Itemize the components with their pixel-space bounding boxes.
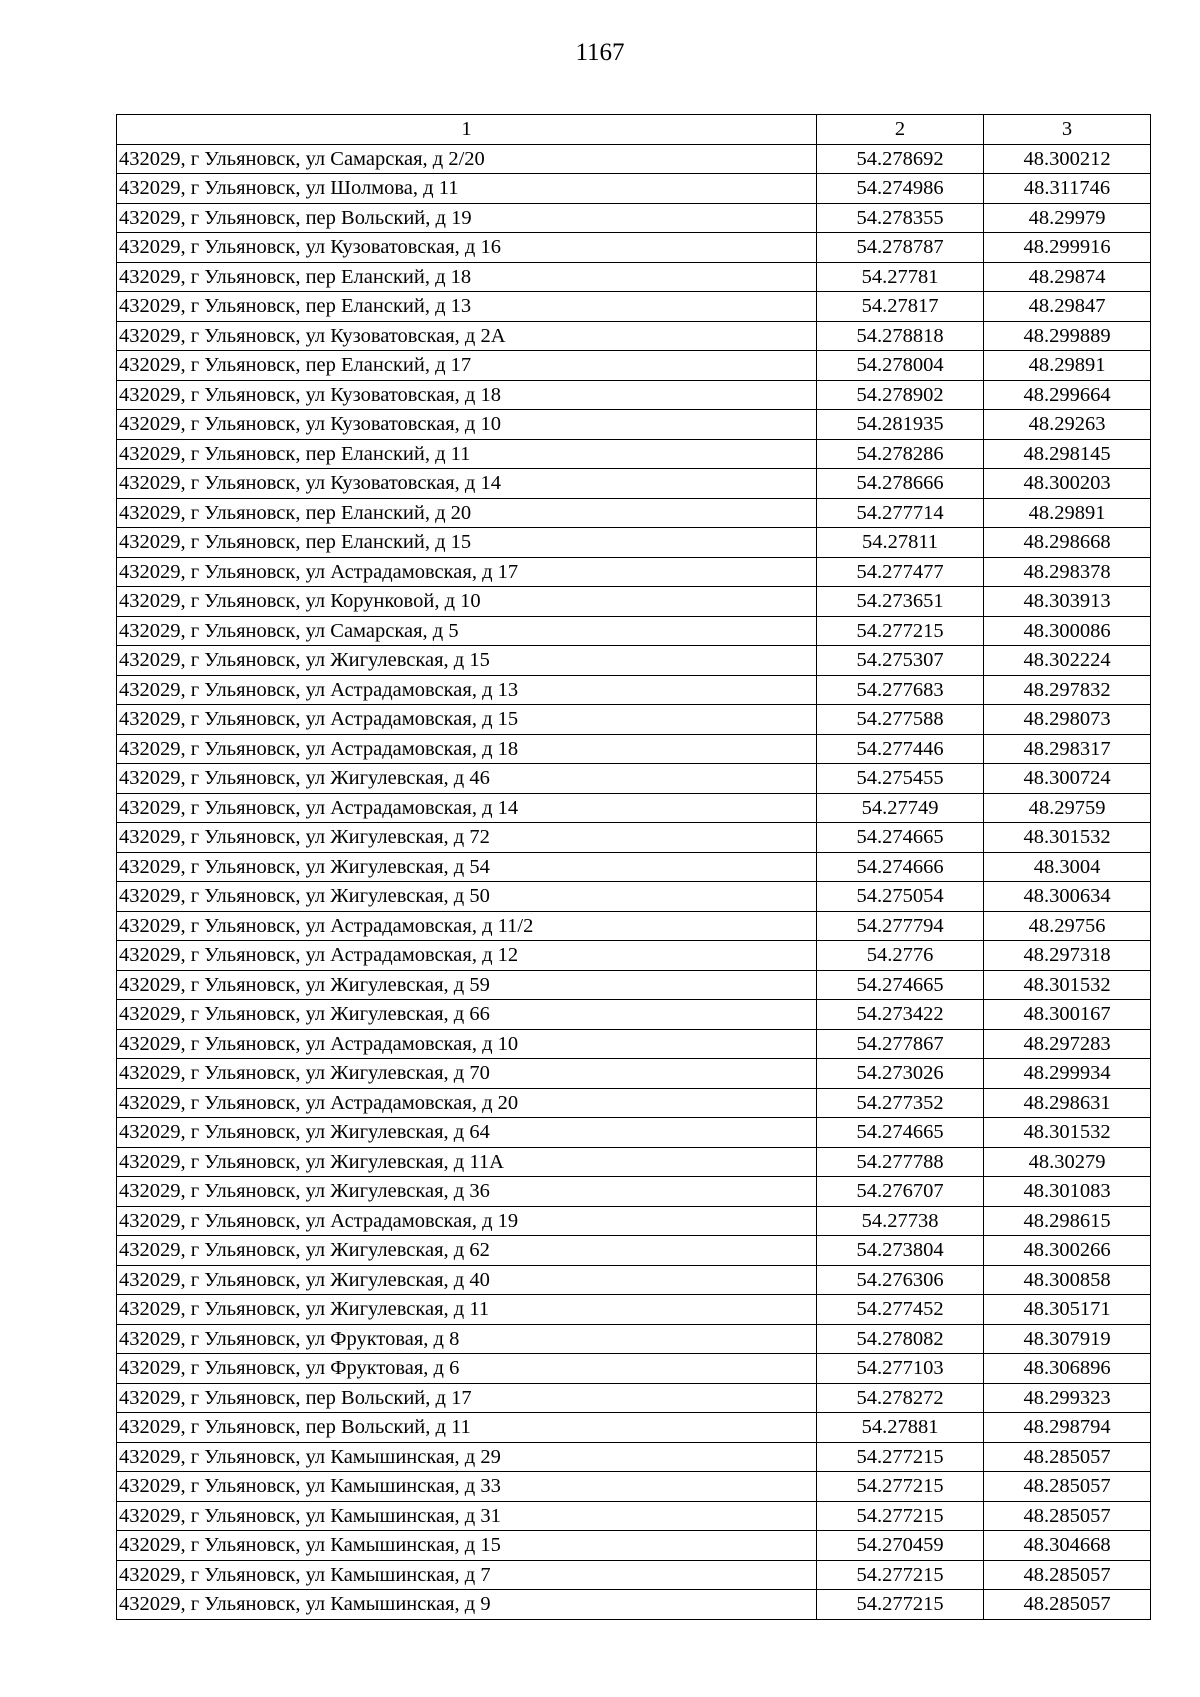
latitude-cell: 54.27881 <box>817 1413 984 1443</box>
latitude-cell: 54.277714 <box>817 498 984 528</box>
longitude-cell: 48.301532 <box>984 1118 1151 1148</box>
latitude-cell: 54.278787 <box>817 233 984 263</box>
longitude-cell: 48.300086 <box>984 616 1151 646</box>
latitude-cell: 54.278272 <box>817 1383 984 1413</box>
latitude-cell: 54.277215 <box>817 1472 984 1502</box>
address-cell: 432029, г Ульяновск, ул Жигулевская, д 66 <box>117 1000 817 1030</box>
table-row <box>117 233 1151 263</box>
table-row <box>117 882 1151 912</box>
table-row <box>117 1354 1151 1384</box>
longitude-cell: 48.307919 <box>984 1324 1151 1354</box>
longitude-cell: 48.305171 <box>984 1295 1151 1325</box>
longitude-cell: 48.301532 <box>984 970 1151 1000</box>
table-row <box>117 587 1151 617</box>
longitude-cell: 48.303913 <box>984 587 1151 617</box>
longitude-cell: 48.30279 <box>984 1147 1151 1177</box>
page-number: 1167 <box>575 39 625 66</box>
address-cell: 432029, г Ульяновск, пер Вольский, д 19 <box>117 203 817 233</box>
longitude-cell: 48.285057 <box>984 1560 1151 1590</box>
table-row <box>117 1295 1151 1325</box>
address-cell: 432029, г Ульяновск, пер Еланский, д 18 <box>117 262 817 292</box>
latitude-cell: 54.277794 <box>817 911 984 941</box>
address-cell: 432029, г Ульяновск, ул Астрадамовская, д 10 <box>117 1029 817 1059</box>
column-header-address: 1 <box>117 115 817 145</box>
latitude-cell: 54.277683 <box>817 675 984 705</box>
longitude-cell: 48.300167 <box>984 1000 1151 1030</box>
address-cell: 432029, г Ульяновск, ул Камышинская, д 7 <box>117 1560 817 1590</box>
longitude-cell: 48.299934 <box>984 1059 1151 1089</box>
latitude-cell: 54.2776 <box>817 941 984 971</box>
address-cell: 432029, г Ульяновск, ул Астрадамовская, д 11/2 <box>117 911 817 941</box>
address-cell: 432029, г Ульяновск, ул Жигулевская, д 70 <box>117 1059 817 1089</box>
address-coordinates-table <box>116 114 1151 1620</box>
longitude-cell: 48.29847 <box>984 292 1151 322</box>
latitude-cell: 54.27817 <box>817 292 984 322</box>
longitude-cell: 48.300266 <box>984 1236 1151 1266</box>
longitude-cell: 48.302224 <box>984 646 1151 676</box>
latitude-cell: 54.274986 <box>817 174 984 204</box>
table-row <box>117 1265 1151 1295</box>
table-row <box>117 262 1151 292</box>
latitude-cell: 54.277446 <box>817 734 984 764</box>
column-header-longitude: 3 <box>984 115 1151 145</box>
address-cell: 432029, г Ульяновск, ул Астрадамовская, д 19 <box>117 1206 817 1236</box>
longitude-cell: 48.297832 <box>984 675 1151 705</box>
table-row <box>117 203 1151 233</box>
address-cell: 432029, г Ульяновск, ул Жигулевская, д 11 <box>117 1295 817 1325</box>
column-header-latitude: 2 <box>817 115 984 145</box>
table-row <box>117 1413 1151 1443</box>
table-row <box>117 1560 1151 1590</box>
address-cell: 432029, г Ульяновск, ул Жигулевская, д 46 <box>117 764 817 794</box>
longitude-cell: 48.285057 <box>984 1590 1151 1620</box>
address-cell: 432029, г Ульяновск, ул Камышинская, д 29 <box>117 1442 817 1472</box>
address-cell: 432029, г Ульяновск, пер Еланский, д 17 <box>117 351 817 381</box>
address-cell: 432029, г Ульяновск, пер Еланский, д 20 <box>117 498 817 528</box>
address-cell: 432029, г Ульяновск, ул Кузоватовская, д 16 <box>117 233 817 263</box>
latitude-cell: 54.277588 <box>817 705 984 735</box>
address-cell: 432029, г Ульяновск, ул Шолмова, д 11 <box>117 174 817 204</box>
latitude-cell: 54.278004 <box>817 351 984 381</box>
latitude-cell: 54.275307 <box>817 646 984 676</box>
address-cell: 432029, г Ульяновск, ул Жигулевская, д 11А <box>117 1147 817 1177</box>
latitude-cell: 54.278902 <box>817 380 984 410</box>
latitude-cell: 54.278666 <box>817 469 984 499</box>
longitude-cell: 48.301532 <box>984 823 1151 853</box>
table-row <box>117 911 1151 941</box>
latitude-cell: 54.277103 <box>817 1354 984 1384</box>
address-cell: 432029, г Ульяновск, ул Жигулевская, д 62 <box>117 1236 817 1266</box>
table-row <box>117 734 1151 764</box>
address-cell: 432029, г Ульяновск, ул Жигулевская, д 59 <box>117 970 817 1000</box>
longitude-cell: 48.3004 <box>984 852 1151 882</box>
longitude-cell: 48.29759 <box>984 793 1151 823</box>
latitude-cell: 54.276707 <box>817 1177 984 1207</box>
longitude-cell: 48.298794 <box>984 1413 1151 1443</box>
latitude-cell: 54.273422 <box>817 1000 984 1030</box>
address-cell: 432029, г Ульяновск, ул Кузоватовская, д 2А <box>117 321 817 351</box>
address-cell: 432029, г Ульяновск, ул Жигулевская, д 36 <box>117 1177 817 1207</box>
address-cell: 432029, г Ульяновск, ул Астрадамовская, д 18 <box>117 734 817 764</box>
longitude-cell: 48.29891 <box>984 351 1151 381</box>
address-cell: 432029, г Ульяновск, ул Камышинская, д 9 <box>117 1590 817 1620</box>
longitude-cell: 48.298378 <box>984 557 1151 587</box>
address-cell: 432029, г Ульяновск, ул Жигулевская, д 50 <box>117 882 817 912</box>
address-cell: 432029, г Ульяновск, ул Кузоватовская, д 18 <box>117 380 817 410</box>
latitude-cell: 54.278355 <box>817 203 984 233</box>
table-row <box>117 1501 1151 1531</box>
latitude-cell: 54.273026 <box>817 1059 984 1089</box>
address-cell: 432029, г Ульяновск, ул Самарская, д 2/20 <box>117 144 817 174</box>
latitude-cell: 54.278692 <box>817 144 984 174</box>
latitude-cell: 54.27781 <box>817 262 984 292</box>
address-cell: 432029, г Ульяновск, ул Астрадамовская, д 14 <box>117 793 817 823</box>
address-cell: 432029, г Ульяновск, ул Камышинская, д 15 <box>117 1531 817 1561</box>
address-cell: 432029, г Ульяновск, ул Жигулевская, д 64 <box>117 1118 817 1148</box>
table-row <box>117 793 1151 823</box>
table-row <box>117 1442 1151 1472</box>
table-row <box>117 144 1151 174</box>
latitude-cell: 54.277477 <box>817 557 984 587</box>
table-row <box>117 1118 1151 1148</box>
table-row <box>117 1383 1151 1413</box>
longitude-cell: 48.298073 <box>984 705 1151 735</box>
longitude-cell: 48.29874 <box>984 262 1151 292</box>
latitude-cell: 54.277215 <box>817 1501 984 1531</box>
address-cell: 432029, г Ульяновск, ул Камышинская, д 31 <box>117 1501 817 1531</box>
latitude-cell: 54.27749 <box>817 793 984 823</box>
address-cell: 432029, г Ульяновск, ул Жигулевская, д 54 <box>117 852 817 882</box>
longitude-cell: 48.298615 <box>984 1206 1151 1236</box>
table-row <box>117 1472 1151 1502</box>
latitude-cell: 54.273804 <box>817 1236 984 1266</box>
table-row <box>117 1590 1151 1620</box>
address-cell: 432029, г Ульяновск, пер Вольский, д 11 <box>117 1413 817 1443</box>
longitude-cell: 48.298145 <box>984 439 1151 469</box>
longitude-cell: 48.300858 <box>984 1265 1151 1295</box>
table-row <box>117 351 1151 381</box>
table-row <box>117 469 1151 499</box>
table-row <box>117 764 1151 794</box>
longitude-cell: 48.299323 <box>984 1383 1151 1413</box>
latitude-cell: 54.278082 <box>817 1324 984 1354</box>
address-cell: 432029, г Ульяновск, ул Самарская, д 5 <box>117 616 817 646</box>
table-row <box>117 1147 1151 1177</box>
table-row <box>117 498 1151 528</box>
table-row <box>117 528 1151 558</box>
longitude-cell: 48.285057 <box>984 1501 1151 1531</box>
address-cell: 432029, г Ульяновск, пер Вольский, д 17 <box>117 1383 817 1413</box>
table-row <box>117 557 1151 587</box>
address-cell: 432029, г Ульяновск, ул Корунковой, д 10 <box>117 587 817 617</box>
latitude-cell: 54.274666 <box>817 852 984 882</box>
table-row <box>117 1324 1151 1354</box>
table-row <box>117 174 1151 204</box>
table-row <box>117 616 1151 646</box>
latitude-cell: 54.277215 <box>817 1560 984 1590</box>
header-row <box>117 115 1151 145</box>
latitude-cell: 54.273651 <box>817 587 984 617</box>
table-row <box>117 646 1151 676</box>
address-cell: 432029, г Ульяновск, ул Фруктовая, д 6 <box>117 1354 817 1384</box>
table-row <box>117 852 1151 882</box>
longitude-cell: 48.299889 <box>984 321 1151 351</box>
table-row <box>117 823 1151 853</box>
longitude-cell: 48.285057 <box>984 1442 1151 1472</box>
address-cell: 432029, г Ульяновск, ул Камышинская, д 33 <box>117 1472 817 1502</box>
address-cell: 432029, г Ульяновск, пер Еланский, д 13 <box>117 292 817 322</box>
longitude-cell: 48.299916 <box>984 233 1151 263</box>
table-row <box>117 1029 1151 1059</box>
table-row <box>117 941 1151 971</box>
table-row <box>117 1531 1151 1561</box>
latitude-cell: 54.277215 <box>817 1590 984 1620</box>
table-row <box>117 1236 1151 1266</box>
table-row <box>117 1059 1151 1089</box>
table-row <box>117 439 1151 469</box>
longitude-cell: 48.311746 <box>984 174 1151 204</box>
longitude-cell: 48.297283 <box>984 1029 1151 1059</box>
address-cell: 432029, г Ульяновск, ул Жигулевская, д 15 <box>117 646 817 676</box>
address-cell: 432029, г Ульяновск, ул Жигулевская, д 72 <box>117 823 817 853</box>
latitude-cell: 54.278818 <box>817 321 984 351</box>
longitude-cell: 48.298668 <box>984 528 1151 558</box>
longitude-cell: 48.29756 <box>984 911 1151 941</box>
longitude-cell: 48.298631 <box>984 1088 1151 1118</box>
longitude-cell: 48.304668 <box>984 1531 1151 1561</box>
latitude-cell: 54.277215 <box>817 1442 984 1472</box>
longitude-cell: 48.29891 <box>984 498 1151 528</box>
longitude-cell: 48.285057 <box>984 1472 1151 1502</box>
longitude-cell: 48.300634 <box>984 882 1151 912</box>
table-body <box>117 144 1151 1619</box>
address-cell: 432029, г Ульяновск, ул Кузоватовская, д 10 <box>117 410 817 440</box>
longitude-cell: 48.297318 <box>984 941 1151 971</box>
address-cell: 432029, г Ульяновск, ул Фруктовая, д 8 <box>117 1324 817 1354</box>
table-row <box>117 321 1151 351</box>
table-row <box>117 380 1151 410</box>
latitude-cell: 54.277867 <box>817 1029 984 1059</box>
table-row <box>117 675 1151 705</box>
latitude-cell: 54.277452 <box>817 1295 984 1325</box>
longitude-cell: 48.299664 <box>984 380 1151 410</box>
address-cell: 432029, г Ульяновск, ул Жигулевская, д 40 <box>117 1265 817 1295</box>
latitude-cell: 54.275455 <box>817 764 984 794</box>
longitude-cell: 48.29979 <box>984 203 1151 233</box>
latitude-cell: 54.27738 <box>817 1206 984 1236</box>
table-row <box>117 410 1151 440</box>
address-cell: 432029, г Ульяновск, ул Астрадамовская, д 17 <box>117 557 817 587</box>
longitude-cell: 48.298317 <box>984 734 1151 764</box>
longitude-cell: 48.300724 <box>984 764 1151 794</box>
table-row <box>117 1088 1151 1118</box>
latitude-cell: 54.278286 <box>817 439 984 469</box>
address-cell: 432029, г Ульяновск, пер Еланский, д 11 <box>117 439 817 469</box>
table-row <box>117 970 1151 1000</box>
longitude-cell: 48.306896 <box>984 1354 1151 1384</box>
latitude-cell: 54.277215 <box>817 616 984 646</box>
table-row <box>117 1206 1151 1236</box>
longitude-cell: 48.300212 <box>984 144 1151 174</box>
latitude-cell: 54.276306 <box>817 1265 984 1295</box>
latitude-cell: 54.270459 <box>817 1531 984 1561</box>
latitude-cell: 54.274665 <box>817 1118 984 1148</box>
table-row <box>117 1177 1151 1207</box>
latitude-cell: 54.275054 <box>817 882 984 912</box>
address-cell: 432029, г Ульяновск, ул Астрадамовская, д 20 <box>117 1088 817 1118</box>
latitude-cell: 54.281935 <box>817 410 984 440</box>
address-cell: 432029, г Ульяновск, ул Кузоватовская, д 14 <box>117 469 817 499</box>
longitude-cell: 48.300203 <box>984 469 1151 499</box>
latitude-cell: 54.277788 <box>817 1147 984 1177</box>
table-row <box>117 1000 1151 1030</box>
latitude-cell: 54.274665 <box>817 823 984 853</box>
address-cell: 432029, г Ульяновск, ул Астрадамовская, д 13 <box>117 675 817 705</box>
table-row <box>117 705 1151 735</box>
longitude-cell: 48.301083 <box>984 1177 1151 1207</box>
latitude-cell: 54.274665 <box>817 970 984 1000</box>
address-cell: 432029, г Ульяновск, ул Астрадамовская, д 12 <box>117 941 817 971</box>
latitude-cell: 54.27811 <box>817 528 984 558</box>
table-row <box>117 292 1151 322</box>
address-cell: 432029, г Ульяновск, пер Еланский, д 15 <box>117 528 817 558</box>
latitude-cell: 54.277352 <box>817 1088 984 1118</box>
address-cell: 432029, г Ульяновск, ул Астрадамовская, д 15 <box>117 705 817 735</box>
table-header <box>117 115 1151 145</box>
longitude-cell: 48.29263 <box>984 410 1151 440</box>
